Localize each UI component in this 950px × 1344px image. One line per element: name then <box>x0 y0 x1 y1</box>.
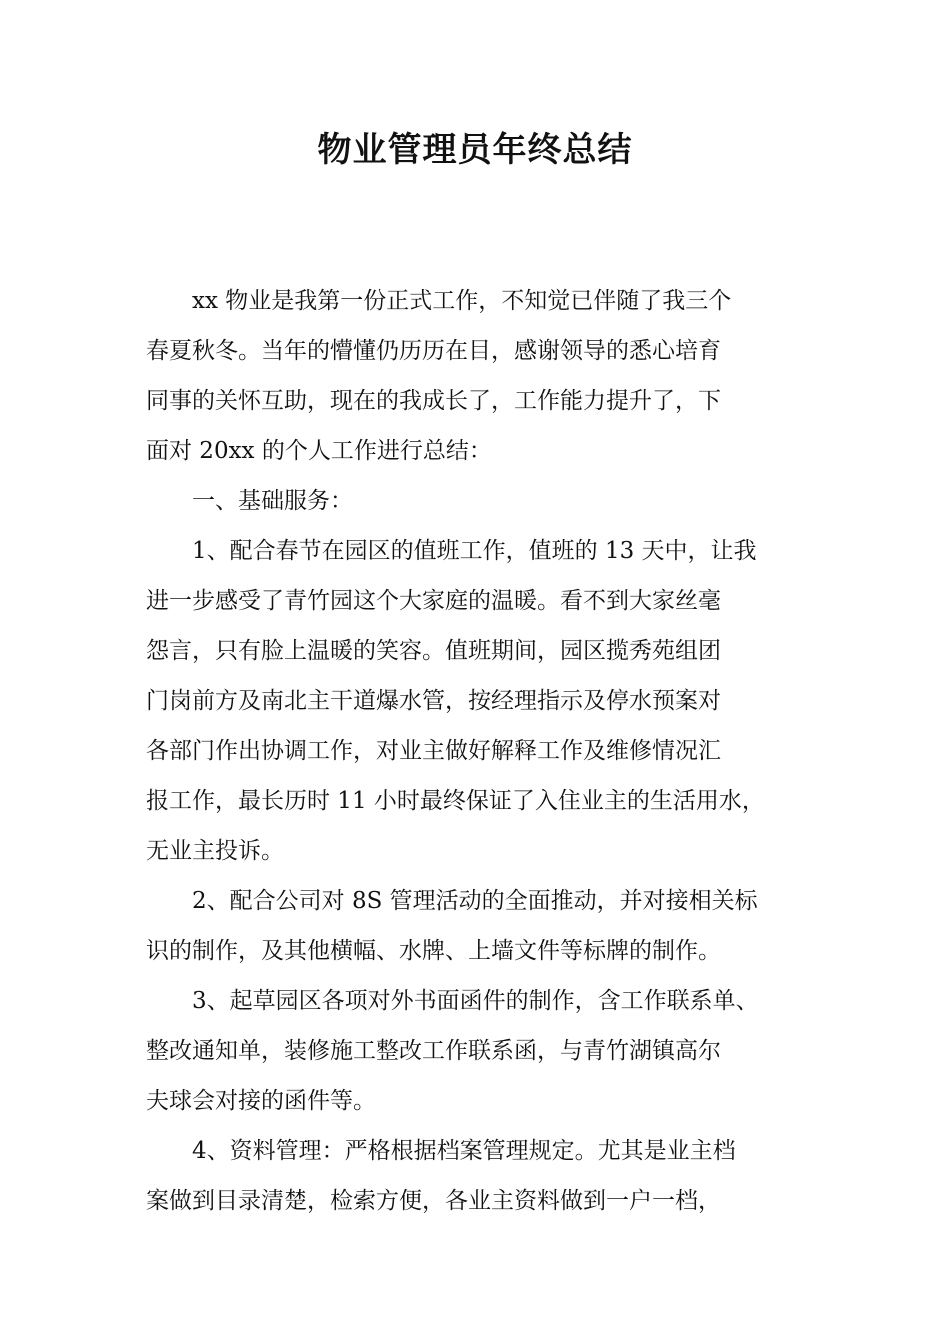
paragraph-item-1 <box>146 532 811 871</box>
text-line: 门岗前方及南北主干道爆水管，按经理指示及停水预案对 <box>146 688 721 714</box>
paragraph-item-3 <box>146 982 811 1121</box>
text-line: 一、基础服务： <box>146 488 353 514</box>
paragraph-1 <box>146 282 811 471</box>
text-line: 同事的关怀互助，现在的我成长了，工作能力提升了，下 <box>146 388 721 414</box>
text-line: 春夏秋冬。当年的懵懂仍历历在目，感谢领导的悉心培育 <box>146 338 721 364</box>
document-title: 物业管理员年终总结 <box>317 130 633 170</box>
text-line: xx 物业是我第一份正式工作，不知觉已伴随了我三个 <box>146 288 732 314</box>
text-line: 整改通知单，装修施工整改工作联系函，与青竹湖镇高尔 <box>146 1038 721 1064</box>
text-line: 各部门作出协调工作，对业主做好解释工作及维修情况汇 <box>146 738 721 764</box>
text-line: 面对 20xx 的个人工作进行总结： <box>146 438 492 464</box>
text-line: 无业主投诉。 <box>146 838 284 864</box>
text-line: 2、配合公司对 8S 管理活动的全面推动，并对接相关标 <box>146 888 758 914</box>
section-heading <box>146 482 811 521</box>
text-line: 4、资料管理：严格根据档案管理规定。尤其是业主档 <box>146 1138 736 1164</box>
text-line: 怨言，只有脸上温暖的笑容。值班期间，园区揽秀苑组团 <box>146 638 721 664</box>
text-line: 1、配合春节在园区的值班工作，值班的 13 天中，让我 <box>146 538 757 564</box>
text-line: 进一步感受了青竹园这个大家庭的温暖。看不到大家丝毫 <box>146 588 721 614</box>
text-line: 夫球会对接的函件等。 <box>146 1088 376 1114</box>
document-body <box>146 282 811 1221</box>
text-line: 识的制作，及其他横幅、水牌、上墙文件等标牌的制作。 <box>146 938 721 964</box>
paragraph-item-2 <box>146 882 811 971</box>
paragraph-item-4 <box>146 1132 811 1221</box>
text-line: 报工作，最长历时 11 小时最终保证了入住业主的生活用水， <box>146 788 765 814</box>
text-line: 案做到目录清楚，检索方便，各业主资料做到一户一档， <box>146 1188 721 1214</box>
text-line: 3、起草园区各项对外书面函件的制作，含工作联系单、 <box>146 988 759 1014</box>
